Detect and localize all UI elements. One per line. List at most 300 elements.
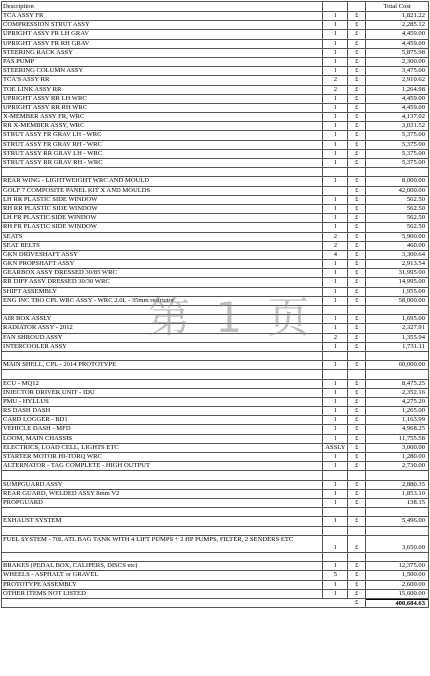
item-quantity: 1 bbox=[323, 67, 348, 75]
item-quantity: 1 bbox=[323, 12, 348, 20]
item-quantity: 1 bbox=[323, 205, 348, 213]
item-cost: 5,375.00 bbox=[401, 131, 425, 139]
spacer-cell bbox=[366, 553, 428, 561]
item-description: RH RR PLASTIC SIDE WINDOW bbox=[2, 205, 323, 213]
item-quantity: 1 bbox=[323, 30, 348, 38]
item-cost: 1,821.22 bbox=[401, 12, 425, 19]
item-quantity: 1 bbox=[323, 40, 348, 48]
item-quantity: 1 bbox=[323, 499, 348, 507]
item-quantity: 2 bbox=[323, 86, 348, 94]
item-currency: £ bbox=[348, 58, 366, 66]
item-description: GKN PROPSHAFT ASSY bbox=[2, 260, 323, 268]
item-description: SHIFT ASSEMBLY bbox=[2, 288, 323, 296]
item-cost: 5,900.00 bbox=[401, 232, 425, 240]
table-row bbox=[1, 444, 429, 453]
item-cost: 1,280.00 bbox=[401, 453, 425, 460]
spacer-row bbox=[1, 168, 429, 177]
table-row bbox=[1, 141, 429, 150]
item-cost: 60,000.00 bbox=[398, 361, 425, 369]
item-cost: 2,880.35 bbox=[401, 480, 425, 488]
item-description: BRAKES (PEDAL BOX, CALIPERS, DISCS etc) bbox=[2, 562, 323, 570]
item-description: ECU - MQ12 bbox=[2, 380, 323, 388]
item-cost: 4,459.00 bbox=[401, 94, 425, 102]
table-row bbox=[1, 324, 429, 333]
spacer-cell bbox=[323, 168, 348, 176]
item-quantity: 1 bbox=[323, 435, 348, 443]
item-currency: £ bbox=[348, 462, 366, 470]
item-cost: 1,955.00 bbox=[401, 287, 425, 295]
item-cost: 1,265.00 bbox=[401, 407, 425, 415]
item-currency: £ bbox=[348, 196, 366, 204]
item-description: UPRIGHT ASSY RR LH WRC bbox=[2, 95, 323, 103]
table-row bbox=[1, 435, 429, 444]
spacer-row bbox=[1, 352, 429, 361]
item-currency: £ bbox=[348, 499, 366, 507]
item-cost: 2,300.00 bbox=[401, 57, 425, 65]
table-row bbox=[1, 30, 429, 39]
table-row bbox=[1, 49, 429, 58]
total-cost-header: Total Cost bbox=[383, 3, 411, 10]
table-body bbox=[1, 12, 429, 599]
item-cost: 2,600.00 bbox=[401, 580, 425, 588]
item-description: LH FR PLASTIC SIDE WINDOW bbox=[2, 214, 323, 222]
item-quantity: 5 bbox=[323, 571, 348, 579]
item-description: PMU - HYLLUS bbox=[2, 398, 323, 406]
item-cost: 5,375.00 bbox=[401, 149, 425, 157]
item-quantity: 1 bbox=[323, 177, 348, 185]
spacer-cell bbox=[348, 306, 366, 314]
item-currency: £ bbox=[348, 86, 366, 94]
item-cost: 562.50 bbox=[406, 195, 425, 203]
item-quantity: 1 bbox=[323, 590, 348, 598]
table-row bbox=[1, 233, 429, 242]
table-row bbox=[1, 223, 429, 232]
item-currency: £ bbox=[348, 76, 366, 84]
item-cost: 4,459.00 bbox=[401, 103, 425, 111]
spacer-cell bbox=[366, 508, 428, 516]
table-row bbox=[1, 499, 429, 508]
item-description: RR DIFF ASSY DRESSED 30/30 WRC bbox=[2, 278, 323, 286]
table-row bbox=[1, 453, 429, 462]
item-cost: 562.50 bbox=[406, 214, 425, 222]
total-label bbox=[2, 599, 323, 607]
item-cost: 8,000.00 bbox=[401, 177, 425, 185]
item-cost: 2,910.62 bbox=[401, 76, 425, 84]
table-row bbox=[1, 251, 429, 260]
item-currency: £ bbox=[348, 315, 366, 323]
table-header bbox=[1, 1, 429, 12]
item-quantity bbox=[323, 187, 348, 195]
item-currency: £ bbox=[348, 590, 366, 598]
table-row bbox=[1, 12, 429, 21]
item-currency: £ bbox=[348, 269, 366, 277]
item-currency: £ bbox=[348, 12, 366, 20]
table-row bbox=[1, 407, 429, 416]
item-currency: £ bbox=[348, 343, 366, 351]
item-description: EXHAUST SYSTEM bbox=[2, 517, 323, 525]
item-cost: 8,475.25 bbox=[401, 379, 425, 387]
item-description: LOOM, MAIN CHASSIS bbox=[2, 435, 323, 443]
item-cost: 5,875.98 bbox=[401, 48, 425, 56]
item-description: UPRIGHT ASSY RR RH WRC bbox=[2, 104, 323, 112]
table-row bbox=[1, 122, 429, 131]
spacer-cell bbox=[323, 352, 348, 360]
item-cost: 1,163.99 bbox=[401, 416, 425, 424]
item-currency: £ bbox=[348, 49, 366, 57]
item-quantity: 1 bbox=[323, 223, 348, 231]
table-row bbox=[1, 536, 429, 553]
spacer-cell bbox=[348, 168, 366, 176]
item-description: STRUT ASSY FR GRAV LH - WRC bbox=[2, 131, 323, 139]
item-currency: £ bbox=[348, 288, 366, 296]
item-quantity: 1 bbox=[323, 21, 348, 29]
item-currency: £ bbox=[348, 214, 366, 222]
table-row bbox=[1, 571, 429, 580]
spacer-cell bbox=[2, 306, 323, 314]
item-quantity: 1 bbox=[323, 95, 348, 103]
table-row bbox=[1, 297, 429, 306]
item-currency: £ bbox=[348, 141, 366, 149]
item-description: REAR GUARD, WELDED ASSY 8mm V2 bbox=[2, 490, 323, 498]
item-currency: £ bbox=[348, 571, 366, 579]
item-cost: 3,650.00 bbox=[401, 543, 425, 551]
item-quantity: 1 bbox=[323, 343, 348, 351]
table-row bbox=[1, 86, 429, 95]
item-description: AIR BOX ASSLY bbox=[2, 315, 323, 323]
item-quantity: 1 bbox=[323, 407, 348, 415]
item-description: STRUT ASSY RR GRAV LH - WRC bbox=[2, 150, 323, 158]
item-cost: 4,968.25 bbox=[401, 425, 425, 433]
item-quantity: 1 bbox=[323, 150, 348, 158]
item-description: GEARBOX ASSY DRESSED 30/85 WRC bbox=[2, 269, 323, 277]
currency-header bbox=[348, 2, 366, 11]
item-currency: £ bbox=[348, 131, 366, 139]
item-cost: 31,995.00 bbox=[398, 269, 425, 277]
item-description: TOE LINK ASSY RR bbox=[2, 86, 323, 94]
item-currency: £ bbox=[348, 334, 366, 342]
cost-sheet bbox=[1, 1, 429, 608]
item-cost: 1,264.98 bbox=[401, 85, 425, 93]
item-quantity: 1 bbox=[323, 288, 348, 296]
item-quantity: 1 bbox=[323, 425, 348, 433]
item-cost: 562.50 bbox=[406, 223, 425, 231]
item-quantity: 1 bbox=[323, 122, 348, 130]
spacer-cell bbox=[323, 306, 348, 314]
item-currency: £ bbox=[348, 389, 366, 397]
item-currency: £ bbox=[348, 444, 366, 452]
spacer-cell bbox=[323, 370, 348, 378]
item-quantity: 1 bbox=[323, 297, 348, 305]
table-row bbox=[1, 562, 429, 571]
table-row bbox=[1, 517, 429, 526]
item-cost: 2,913.54 bbox=[401, 260, 425, 268]
item-cost: 1,731.11 bbox=[402, 342, 425, 350]
item-description: VEHICLE DASH - MFD bbox=[2, 425, 323, 433]
table-row bbox=[1, 205, 429, 214]
item-description: STEERING RACK ASSY bbox=[2, 49, 323, 57]
spacer-cell bbox=[2, 508, 323, 516]
item-quantity: 1 bbox=[323, 581, 348, 589]
item-cost: 5,375.00 bbox=[401, 140, 425, 148]
spacer-row bbox=[1, 508, 429, 517]
item-cost: 4,137.02 bbox=[401, 113, 425, 121]
spacer-cell bbox=[348, 508, 366, 516]
item-quantity: 1 bbox=[323, 490, 348, 498]
item-cost: 2,285.12 bbox=[401, 21, 425, 29]
item-quantity: 1 bbox=[323, 141, 348, 149]
spacer-row bbox=[1, 471, 429, 480]
item-quantity: 1 bbox=[323, 453, 348, 461]
table-row bbox=[1, 315, 429, 324]
item-cost: 138.15 bbox=[406, 498, 425, 506]
table-row bbox=[1, 131, 429, 140]
spacer-row bbox=[1, 370, 429, 379]
item-quantity: 2 bbox=[323, 233, 348, 241]
item-cost: 4,459.00 bbox=[401, 39, 425, 47]
spacer-row bbox=[1, 527, 429, 536]
item-quantity: 1 bbox=[323, 380, 348, 388]
spacer-cell bbox=[348, 527, 366, 535]
item-cost: 3,475.00 bbox=[401, 67, 425, 75]
item-description: UPRIGHT ASSY FR RH GRAV bbox=[2, 40, 323, 48]
item-quantity: 1 bbox=[323, 159, 348, 167]
item-description: PROTOTYPE ASSEMBLY bbox=[2, 581, 323, 589]
total-qty bbox=[323, 599, 348, 607]
spacer-cell bbox=[2, 553, 323, 561]
item-cost: 460.00 bbox=[406, 241, 425, 249]
item-description: COMPRESSION STRUT ASSY bbox=[2, 21, 323, 29]
item-currency: £ bbox=[348, 380, 366, 388]
item-currency: £ bbox=[348, 536, 366, 552]
item-description: ALTERNATOR - TAG COMPLETE - HIGH OUTPUT bbox=[2, 462, 323, 470]
item-cost: 3,031.52 bbox=[401, 122, 425, 130]
item-description: PAS PUMP bbox=[2, 58, 323, 66]
table-row bbox=[1, 481, 429, 490]
item-description: ENG INC TBO CPL WRC ASSY - WRC 2.0L - 35mm restrictor bbox=[2, 297, 323, 305]
item-quantity: 1 bbox=[323, 58, 348, 66]
item-description: RS DASH DASH bbox=[2, 407, 323, 415]
item-description: SEATS bbox=[2, 233, 323, 241]
table-row bbox=[1, 361, 429, 370]
item-description: WHEELS - ASPHALT or GRAVEL bbox=[2, 571, 323, 579]
item-currency: £ bbox=[348, 490, 366, 498]
item-currency: £ bbox=[348, 435, 366, 443]
table-row bbox=[1, 462, 429, 471]
item-description: UPRIGHT ASSY FR LH GRAV bbox=[2, 30, 323, 38]
item-currency: £ bbox=[348, 416, 366, 424]
item-quantity: 2 bbox=[323, 334, 348, 342]
item-description: GOLF 7 COMPOSITE PANEL KIT X AND MOULDS bbox=[2, 187, 323, 195]
table-row bbox=[1, 58, 429, 67]
item-quantity: 1 bbox=[323, 278, 348, 286]
item-currency: £ bbox=[348, 30, 366, 38]
spacer-cell bbox=[323, 553, 348, 561]
item-quantity: 1 bbox=[323, 315, 348, 323]
item-currency: £ bbox=[348, 242, 366, 250]
spacer-cell bbox=[323, 508, 348, 516]
table-row bbox=[1, 95, 429, 104]
item-quantity: 1 bbox=[323, 113, 348, 121]
item-currency: £ bbox=[348, 453, 366, 461]
item-description: STRUT ASSY RR GRAV RH - WRC bbox=[2, 159, 323, 167]
item-description: STARTER MOTOR HI-TORQ WRC bbox=[2, 453, 323, 461]
item-currency: £ bbox=[348, 481, 366, 489]
item-quantity: 1 bbox=[323, 481, 348, 489]
item-quantity: 1 bbox=[323, 398, 348, 406]
item-description: ELECTRICS, LOAD CELL, LIGHTS ETC bbox=[2, 444, 323, 452]
item-cost: 5,496.00 bbox=[401, 517, 425, 525]
spacer-cell bbox=[2, 168, 323, 176]
item-currency: £ bbox=[348, 233, 366, 241]
item-description: TCA ASSY FR bbox=[2, 12, 323, 20]
item-cost: 58,000.00 bbox=[398, 296, 425, 304]
table-row bbox=[1, 242, 429, 251]
item-currency: £ bbox=[348, 581, 366, 589]
item-description: SEAT BELTS bbox=[2, 242, 323, 250]
item-quantity: 2 bbox=[323, 242, 348, 250]
item-description: GKN DRIVESHAFT ASSY bbox=[2, 251, 323, 259]
qty-header bbox=[323, 2, 348, 11]
spacer-cell bbox=[2, 370, 323, 378]
item-cost: 1,355.94 bbox=[401, 333, 425, 341]
item-currency: £ bbox=[348, 517, 366, 525]
spacer-cell bbox=[366, 168, 428, 176]
item-quantity: 1 bbox=[323, 131, 348, 139]
item-cost: 15,600.00 bbox=[398, 589, 425, 597]
table-row bbox=[1, 398, 429, 407]
item-cost: 2,352.16 bbox=[401, 388, 425, 396]
item-currency: £ bbox=[348, 223, 366, 231]
table-row bbox=[1, 150, 429, 159]
table-row bbox=[1, 343, 429, 352]
table-row bbox=[1, 288, 429, 297]
total-currency: £ bbox=[348, 599, 366, 607]
item-description: STRUT ASSY FR GRAV RH - WRC bbox=[2, 141, 323, 149]
item-description: OTHER ITEMS NOT LISTED bbox=[2, 590, 323, 598]
description-header: Description bbox=[2, 2, 323, 11]
table-row bbox=[1, 380, 429, 389]
item-currency: £ bbox=[348, 187, 366, 195]
table-row bbox=[1, 416, 429, 425]
table-row bbox=[1, 104, 429, 113]
spacer-cell bbox=[348, 471, 366, 479]
item-description: STEERING COLUMN ASSY bbox=[2, 67, 323, 75]
item-currency: £ bbox=[348, 150, 366, 158]
item-quantity: 4 bbox=[323, 251, 348, 259]
item-description: TCA'S ASSY RR bbox=[2, 76, 323, 84]
item-currency: £ bbox=[348, 407, 366, 415]
item-description: FAN SHROUD ASSY bbox=[2, 334, 323, 342]
total-row bbox=[1, 599, 429, 608]
item-description: LH RR PLASTIC SIDE WINDOW bbox=[2, 196, 323, 204]
spacer-cell bbox=[366, 306, 428, 314]
item-description: INJECTOR DRIVER UNIT - IDU bbox=[2, 389, 323, 397]
item-description: CARD LOGGER - BD1 bbox=[2, 416, 323, 424]
item-currency: £ bbox=[348, 361, 366, 369]
table-row bbox=[1, 21, 429, 30]
item-currency: £ bbox=[348, 562, 366, 570]
spacer-cell bbox=[366, 527, 428, 535]
item-quantity: 1 bbox=[323, 214, 348, 222]
item-quantity: 1 bbox=[323, 462, 348, 470]
item-currency: £ bbox=[348, 67, 366, 75]
item-quantity: 1 bbox=[323, 562, 348, 570]
item-cost: 562.50 bbox=[406, 204, 425, 212]
item-cost: 3,000.00 bbox=[401, 443, 425, 451]
item-quantity: 1 bbox=[323, 49, 348, 57]
table-row bbox=[1, 269, 429, 278]
spacer-cell bbox=[348, 553, 366, 561]
item-cost: 12,375.00 bbox=[398, 562, 425, 570]
item-currency: £ bbox=[348, 278, 366, 286]
item-cost: 2,327.91 bbox=[401, 324, 425, 332]
item-currency: £ bbox=[348, 251, 366, 259]
spacer-cell bbox=[323, 527, 348, 535]
item-quantity: 2 bbox=[323, 76, 348, 84]
item-quantity: ASSLY bbox=[323, 444, 348, 452]
item-cost: 14,995.00 bbox=[398, 278, 425, 286]
table-row bbox=[1, 425, 429, 434]
spacer-cell bbox=[348, 352, 366, 360]
item-quantity: 1 bbox=[323, 517, 348, 525]
item-currency: £ bbox=[348, 113, 366, 121]
table-row bbox=[1, 67, 429, 76]
total-value: 400,684.63 bbox=[366, 599, 428, 607]
table-row bbox=[1, 590, 429, 599]
table-row bbox=[1, 389, 429, 398]
item-description: SUMPGUARD ASSY bbox=[2, 481, 323, 489]
table-row bbox=[1, 40, 429, 49]
table-row bbox=[1, 334, 429, 343]
item-cost: 2,730.00 bbox=[401, 462, 425, 470]
item-cost: 5,375.00 bbox=[401, 159, 425, 166]
item-description: RADIATOR ASSY - 2012 bbox=[2, 324, 323, 332]
item-quantity: 1 bbox=[323, 269, 348, 277]
table-row bbox=[1, 159, 429, 168]
item-quantity: 1 bbox=[323, 389, 348, 397]
item-cost: 11,755.58 bbox=[398, 434, 425, 442]
item-currency: £ bbox=[348, 398, 366, 406]
spacer-cell bbox=[323, 471, 348, 479]
item-description: FUEL SYSTEM - 70L ATL BAG TANK WITH 4 LIFT PUMPS + 2 HP PUMPS, FILTER, 2 SENDERS ETC bbox=[2, 536, 323, 552]
item-cost: 1,695.00 bbox=[401, 315, 425, 323]
spacer-cell bbox=[348, 370, 366, 378]
table-row bbox=[1, 196, 429, 205]
table-row bbox=[1, 581, 429, 590]
item-description: RR X-MEMBER ASSY, WRC bbox=[2, 122, 323, 130]
item-cost: 4,275.20 bbox=[401, 397, 425, 405]
item-description: X-MEMBER ASSY FR, WRC bbox=[2, 113, 323, 121]
item-currency: £ bbox=[348, 159, 366, 167]
table-row bbox=[1, 76, 429, 85]
table-row bbox=[1, 187, 429, 196]
table-row bbox=[1, 278, 429, 287]
item-quantity: 1 bbox=[323, 196, 348, 204]
item-description: PROPGUARD bbox=[2, 499, 323, 507]
item-cost: 3,300.64 bbox=[401, 250, 425, 258]
table-row bbox=[1, 214, 429, 223]
item-currency: £ bbox=[348, 425, 366, 433]
item-quantity: 1 bbox=[323, 536, 348, 552]
spacer-cell bbox=[2, 352, 323, 360]
item-quantity: 1 bbox=[323, 260, 348, 268]
spacer-row bbox=[1, 306, 429, 315]
table-row bbox=[1, 177, 429, 186]
item-currency: £ bbox=[348, 324, 366, 332]
item-cost: 1,853.10 bbox=[401, 489, 425, 497]
item-currency: £ bbox=[348, 40, 366, 48]
spacer-cell bbox=[366, 471, 428, 479]
